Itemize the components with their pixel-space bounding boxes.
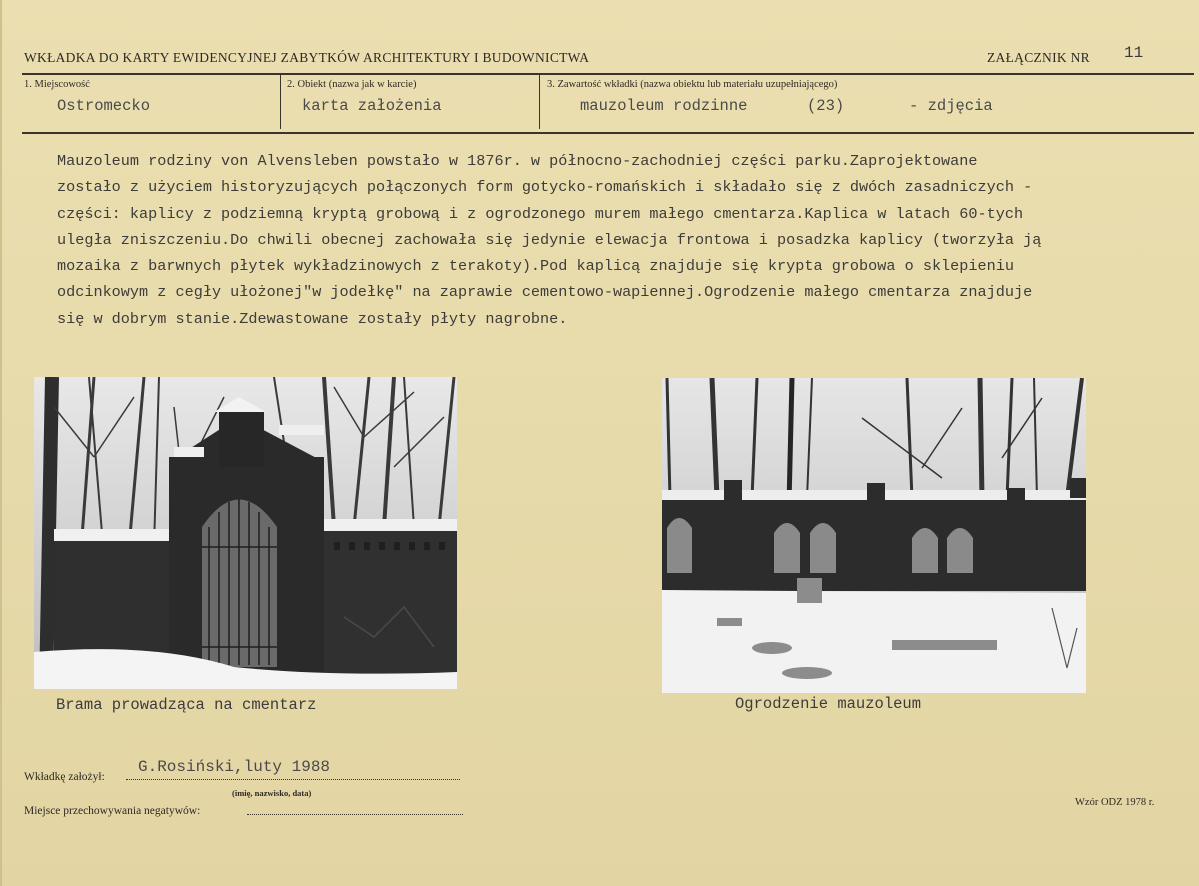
content-value: mauzoleum rodzinne xyxy=(580,97,748,115)
negatives-dotted-line xyxy=(247,814,463,815)
author-label: Wkładkę założył: xyxy=(24,771,105,783)
form-reference: Wzór ODZ 1978 r. xyxy=(1075,797,1155,808)
object-value: karta założenia xyxy=(302,97,442,115)
negatives-label: Miejsce przechowywania negatywów: xyxy=(24,805,201,817)
content-type: - zdjęcia xyxy=(909,97,993,115)
card-title: WKŁADKA DO KARTY EWIDENCYJNEJ ZABYTKÓW ARCHITEKTURY I BUDOWNICTWA xyxy=(24,50,590,65)
description-line: zostało z użyciem historyzujących połączonych form gotycko-romańskich i składało się z dwóch zasadniczych - xyxy=(57,178,1033,197)
locality-value: Ostromecko xyxy=(57,97,151,115)
annex-label: ZAŁĄCZNIK NR xyxy=(987,50,1090,65)
fields-bottom-rule xyxy=(22,132,1194,134)
field-divider-2 xyxy=(539,75,540,129)
locality-label: 1. Miejscowość xyxy=(24,79,90,90)
description-line: Mauzoleum rodziny von Alvensleben powstało w 1876r. w północno-zachodniej części parku.Zaprojektowane xyxy=(57,152,978,170)
description-line: uległa zniszczeniu.Do chwili obecnej zachowała się jedynie elewacja frontowa i posadzka kaplicy (tworzyła ją xyxy=(57,230,1042,249)
description-line: mozaika z barwnych płytek wykładzinowych z terakoty).Pod kaplicą znajduje się krypta grobowa o sklepieniu xyxy=(57,257,1014,276)
photo-mausoleum-enclosure xyxy=(662,378,1086,693)
photo-caption-enclosure: Ogrodzenie mauzoleum xyxy=(735,695,922,713)
object-label: 2. Obiekt (nazwa jak w karcie) xyxy=(287,79,417,90)
description-line: się w dobrym stanie.Zdewastowane zostały płyty nagrobne. xyxy=(57,309,568,328)
author-dotted-line xyxy=(126,779,460,780)
author-note: (imię, nazwisko, data) xyxy=(232,788,312,798)
photo-caption-gate: Brama prowadząca na cmentarz xyxy=(56,696,317,714)
description-line: odcinkowym z cegły ułożonej"w jodełkę" na zaprawie cementowo-wapiennej.Ogrodzenie małego cmentarza znajduje xyxy=(57,283,1033,302)
top-rule xyxy=(22,73,1194,75)
author-value: G.Rosiński,luty 1988 xyxy=(138,758,331,776)
content-label: 3. Zawartość wkładki (nazwa obiektu lub materiału uzupełniającego) xyxy=(547,79,838,90)
description-line: części: kaplicy z podziemną kryptą grobową i z ogrodzonego murem małego cmentarza.Kaplica w latach 60-tych xyxy=(57,204,1024,223)
content-number: (23) xyxy=(807,97,845,115)
annex-number: 11 xyxy=(1124,44,1144,62)
description-text xyxy=(57,148,1172,332)
photo-cemetery-gate xyxy=(34,377,457,689)
field-divider-1 xyxy=(280,75,281,129)
